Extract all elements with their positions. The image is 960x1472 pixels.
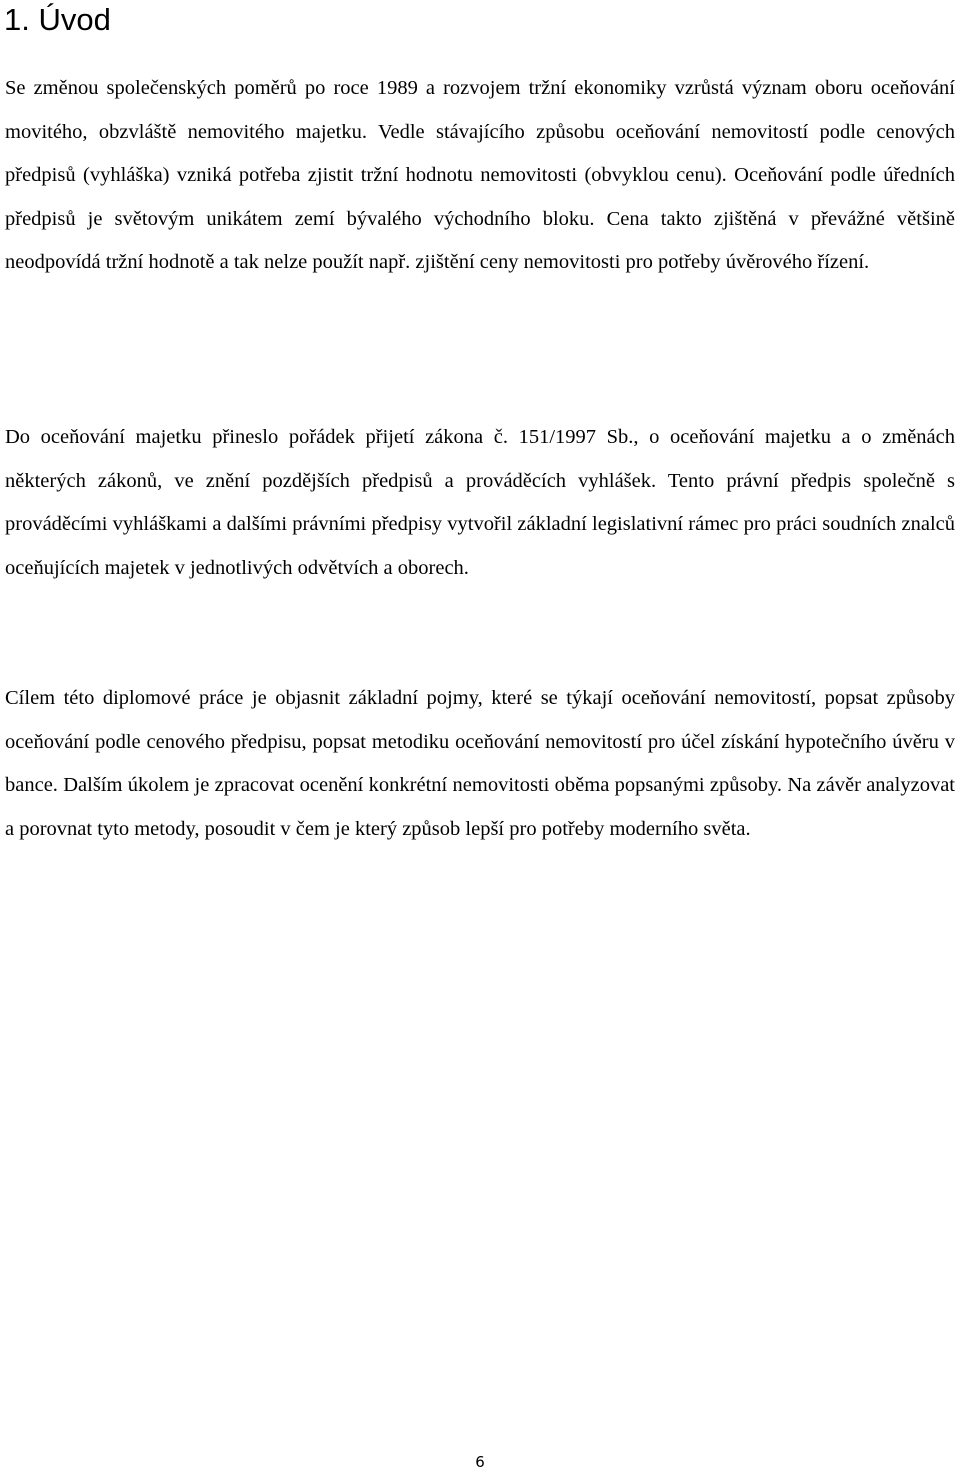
paragraph-intro: Se změnou společenských poměrů po roce 1989 a rozvojem tržní ekonomiky vzrůstá význam oboru oceňování movitého, obzvláště nemovitého majetku. Vedle stávajícího způsobu oceňování nemovitostí podle cenových předpisů (vyhláška) vzniká potřeba zjistit tržní hodnotu nemovitosti (obvyklou cenu). Oceňování podle úředních předpisů je světovým unikátem zemí bývalého východního bloku. Cena takto zjištěná v převážné většině neodpovídá tržní hodnotě a tak nelze použít např. zjištění ceny nemovitosti pro potřeby úvěrového řízení. [5,77,955,274]
paragraph-law: Do oceňování majetku přineslo pořádek přijetí zákona č. 151/1997 Sb., o oceňování majetku a o změnách některých zákonů, ve znění pozdějších předpisů a prováděcích vyhlášek. Tento právní předpis společně s prováděcími vyhláškami a dalšími právními předpisy vytvořil základní legislativní rámec pro práci soudních znalců oceňujících majetek v jednotlivých odvětvích a oborech. [5,426,955,579]
page-number: 6 [475,1453,485,1471]
chapter-heading: 1. Úvod [4,2,111,37]
paragraph-goal: Cílem této diplomové práce je objasnit základní pojmy, které se týkají oceňování nemovitostí, popsat způsoby oceňování podle cenového předpisu, popsat metodiku oceňování nemovitostí pro účel získání hypotečního úvěru v bance. Dalším úkolem je zpracovat ocenění konkrétní nemovitosti oběma popsanými způsoby. Na závěr analyzovat a porovnat tyto metody, posoudit v čem je který způsob lepší pro potřeby moderního světa. [5,687,955,840]
